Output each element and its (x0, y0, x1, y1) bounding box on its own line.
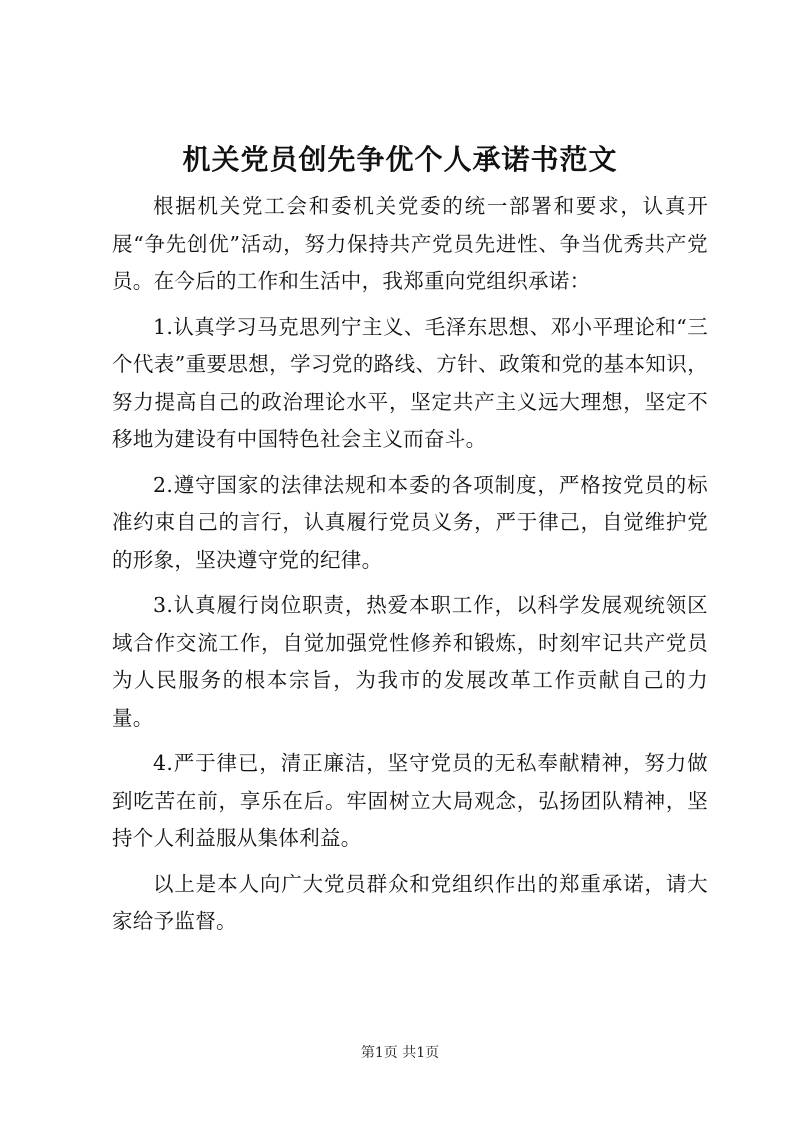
document-title: 机关党员创先争优个人承诺书范文 (182, 143, 618, 176)
commitment-item-4: 4.严于律已，清正廉洁，坚守党员的无私奉献精神，努力做到吃苦在前，享乐在后。牢固树立大局观念，弘扬团队精神，坚持个人利益服从集体利益。 (112, 751, 708, 850)
commitment-item-3: 3.认真履行岗位职责，热爱本职工作，以科学发展观统领区域合作交流工作，自觉加强党性修养和锻炼，时刻牢记共产党员为人民服务的根本宗旨，为我市的发展改革工作贡献自己的力量。 (112, 593, 708, 730)
intro-paragraph: 根据机关党工会和委机关党委的统一部署和要求，认真开展“争先创优”活动，努力保持共产党员先进性、争当优秀共产党员。在今后的工作和生活中，我郑重向党组织承诺： (112, 194, 708, 293)
document-body (112, 188, 708, 949)
commitment-item-1: 1.认真学习马克思列宁主义、毛泽东思想、邓小平理论和“三个代表”重要思想，学习党的路线、方针、政策和党的基本知识，努力提高自己的政治理论水平，坚定共产主义远大理想，坚定不移地为建设有中国特色社会主义而奋斗。 (112, 314, 708, 451)
page-number-footer: 第1页 共1页 (360, 1045, 440, 1061)
commitment-item-2: 2.遵守国家的法律法规和本委的各项制度，严格按党员的标准约束自己的言行，认真履行党员义务，严于律己，自觉维护党的形象，坚决遵守党的纪律。 (112, 472, 708, 572)
closing-paragraph: 以上是本人向广大党员群众和党组织作出的郑重承诺，请大家给予监督。 (112, 871, 708, 933)
